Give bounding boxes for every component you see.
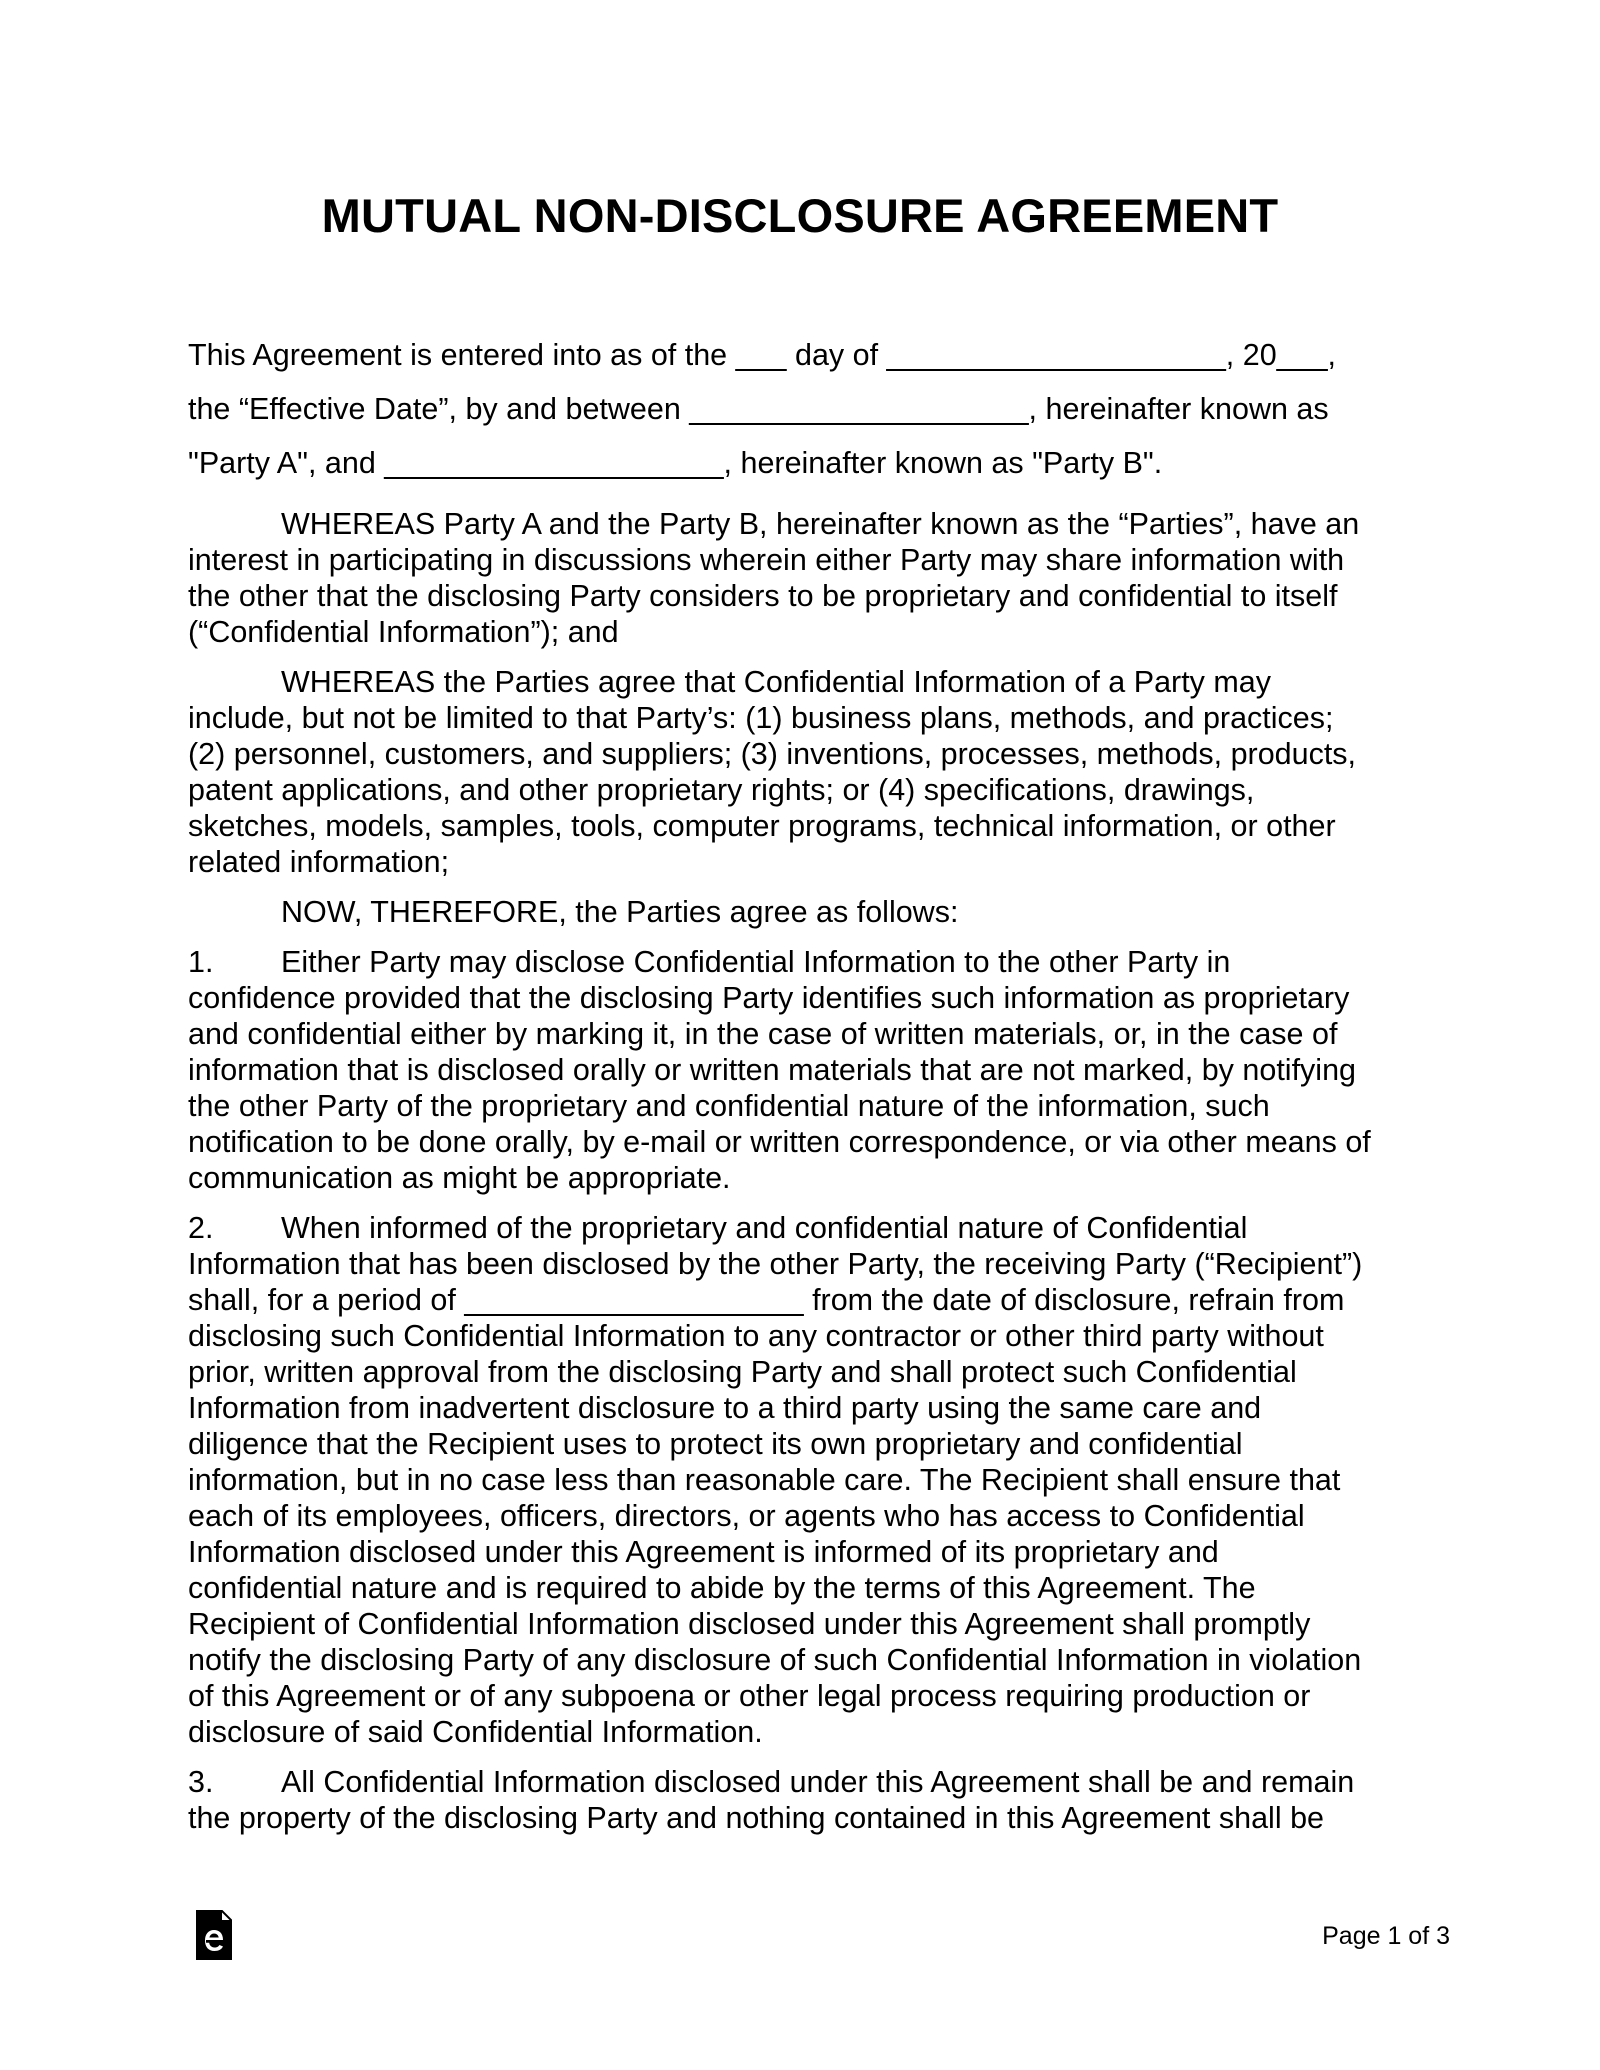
text-line: the other Party of the proprietary and confidential nature of the information, such [188,1089,1270,1123]
text-line: All Confidential Information disclosed under this Agreement shall be and remain [281,1765,1355,1799]
text-line: information that is disclosed orally or written materials that are not marked, by notifying [188,1053,1356,1087]
text-line: communication as might be appropriate. [188,1161,731,1195]
text-line: Information that has been disclosed by the other Party, the receiving Party (“Recipient”) [188,1247,1363,1281]
intro-line: the “Effective Date”, by and between ____________________, hereinafter known as [188,392,1329,426]
section-number: 3. [188,1765,214,1799]
whereas-paragraph-1 [188,506,1428,650]
text-line: Information disclosed under this Agreement is informed of its proprietary and [188,1535,1219,1569]
section-number: 2. [188,1211,214,1245]
text-line: Either Party may disclose Confidential Information to the other Party in [281,945,1231,979]
section-2 [188,1210,1428,1750]
now-therefore-paragraph [188,894,1428,930]
section-number: 1. [188,945,214,979]
text-line: (2) personnel, customers, and suppliers; (3) inventions, processes, methods, products, [188,737,1357,771]
page-number: Page 1 of 3 [1322,1922,1450,1950]
text-line: (“Confidential Information”); and [188,615,619,649]
text-line: Recipient of Confidential Information disclosed under this Agreement shall promptly [188,1607,1311,1641]
intro-line: This Agreement is entered into as of the ___ day of ____________________, 20___, [188,338,1337,372]
text-line: prior, written approval from the disclosing Party and shall protect such Confidential [188,1355,1297,1389]
text-line: Information from inadvertent disclosure to a third party using the same care and [188,1391,1262,1425]
agreement-body [188,506,1428,1850]
text-line: notify the disclosing Party of any disclosure of such Confidential Information in violation [188,1643,1362,1677]
text-line: When informed of the proprietary and confidential nature of Confidential [281,1211,1248,1245]
text-line: confidential nature and is required to abide by the terms of this Agreement. The [188,1571,1256,1605]
section-1 [188,944,1428,1196]
eforms-logo-icon [196,1910,232,1960]
text-line: sketches, models, samples, tools, computer programs, technical information, or other [188,809,1336,843]
text-line: shall, for a period of ____________________ from the date of disclosure, refrain from [188,1283,1345,1317]
text-line: confidence provided that the disclosing Party identifies such information as proprietary [188,981,1350,1015]
text-line: the other that the disclosing Party considers to be proprietary and confidential to itself [188,579,1338,613]
document-title: MUTUAL NON-DISCLOSURE AGREEMENT [321,189,1279,242]
section-3 [188,1764,1428,1836]
text-line: disclosing such Confidential Information to any contractor or other third party without [188,1319,1324,1353]
text-line: patent applications, and other proprietary rights; or (4) specifications, drawings, [188,773,1255,807]
text-line: include, but not be limited to that Party’s: (1) business plans, methods, and practices; [188,701,1334,735]
text-line: WHEREAS the Parties agree that Confidential Information of a Party may [281,665,1272,699]
intro-line: "Party A", and ____________________, hereinafter known as "Party B". [188,446,1163,480]
text-line: information, but in no case less than reasonable care. The Recipient shall ensure that [188,1463,1341,1497]
text-line: NOW, THEREFORE, the Parties agree as follows: [281,895,959,929]
text-line: the property of the disclosing Party and nothing contained in this Agreement shall be [188,1801,1324,1835]
text-line: of this Agreement or of any subpoena or other legal process requiring production or [188,1679,1311,1713]
text-line: disclosure of said Confidential Information. [188,1715,763,1749]
whereas-paragraph-2 [188,664,1428,880]
text-line: related information; [188,845,450,879]
intro-paragraph [188,328,1428,490]
text-line: each of its employees, officers, directors, or agents who has access to Confidential [188,1499,1305,1533]
text-line: WHEREAS Party A and the Party B, hereinafter known as the “Parties”, have an [281,507,1360,541]
text-line: interest in participating in discussions wherein either Party may share information with [188,543,1345,577]
text-line: and confidential either by marking it, in the case of written materials, or, in the case of [188,1017,1338,1051]
text-line: diligence that the Recipient uses to protect its own proprietary and confidential [188,1427,1243,1461]
text-line: notification to be done orally, by e-mail or written correspondence, or via other means of [188,1125,1371,1159]
